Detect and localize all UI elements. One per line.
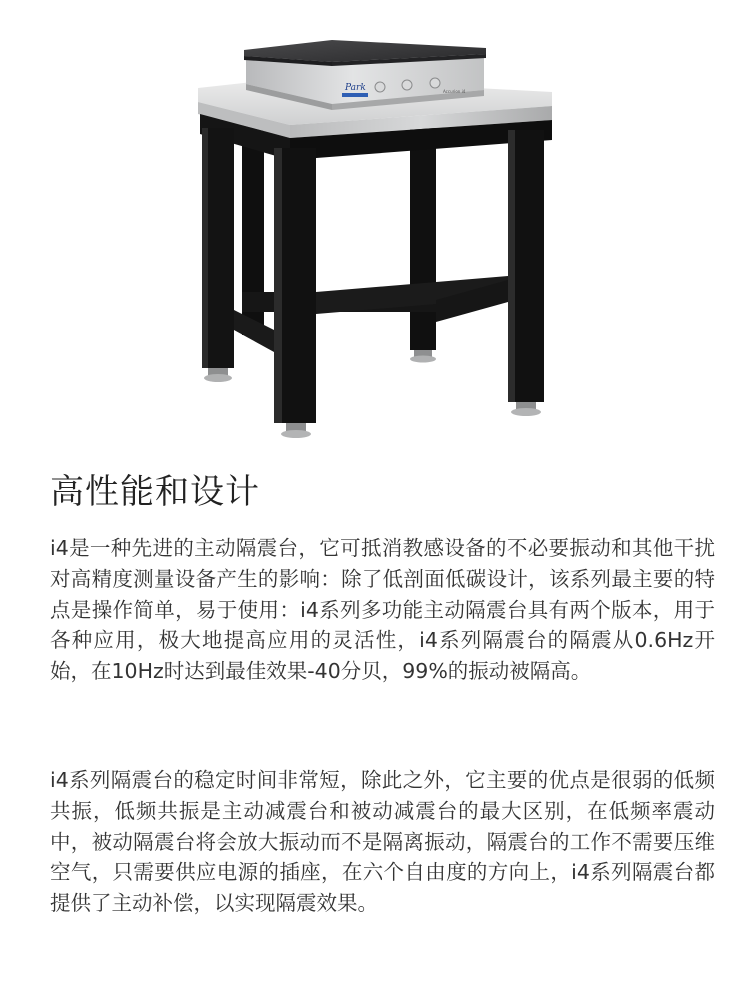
brand-logo xyxy=(342,83,368,97)
section-title: 高性能和设计 xyxy=(50,472,260,512)
product-image xyxy=(180,30,570,450)
detail-paragraph: i4系列隔震台的稳定时间非常短，除此之外，它主要的优点是很弱的低频共振，低频共振是主动减震台和被动减震台的最大区别，在低频率震动中，被动隔震台将会放大振动而不是隔离振动，隔震台的工作不需要压维空气，只需要供应电源的插座，在六个自由度的方向上，i4系列隔震台都提供了主动补偿，以实现隔震效果。 xyxy=(50,768,715,916)
model-label: Accurion i4 xyxy=(443,89,466,94)
svg-text:Park: Park xyxy=(345,83,366,93)
intro-paragraph: i4是一种先进的主动隔震台，它可抵消教感设备的不必要振动和其他干扰对高精度测量设备产生的影响：除了低剖面低碳设计，该系列最主要的特点是操作简单，易于使用：i4系列多功能主动隔震台具有两个版本，用于各种应用，极大地提高应用的灵活性，i4系列隔震台的隔震从0.6Hz开始，在10Hz时达到最佳效果-40分贝，99%的振动被隔高。 xyxy=(50,536,715,684)
isolation-table-illustration xyxy=(180,30,570,450)
